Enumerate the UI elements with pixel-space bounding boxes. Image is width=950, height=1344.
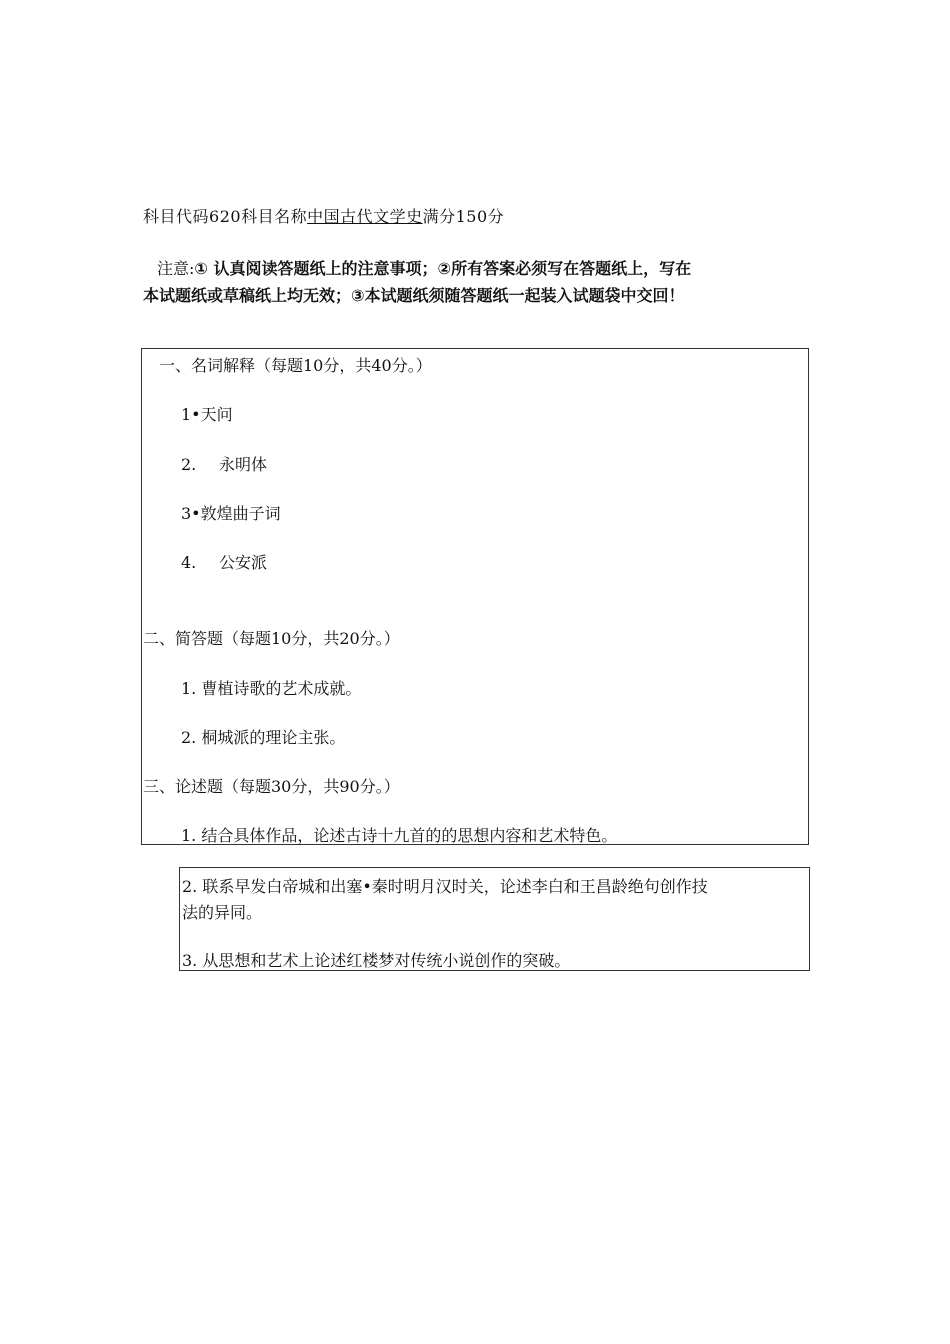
full-score-unit: 分 — [487, 207, 505, 226]
notice-line-2: 本试题纸或草稿纸上均无效；③本试题纸须随答题纸一起装入试题袋中交回！ — [143, 286, 685, 305]
question-item: 3. 从思想和艺术上论述红楼梦对传统小说创作的突破。 — [182, 951, 571, 970]
full-score-label: 满分 — [422, 207, 456, 226]
question-item — [181, 402, 233, 425]
subject-header — [143, 204, 504, 227]
question-text: 敦煌曲子词 — [200, 504, 281, 523]
section-heading: 二、简答题（每题10分，共20分。） — [143, 629, 400, 648]
questions-box — [141, 348, 809, 845]
section-heading: 一、名词解释（每题10分，共40分。） — [159, 356, 432, 375]
question-item-line-2: 法的异同。 — [182, 903, 263, 922]
subject-code-label: 科目代码 — [143, 207, 210, 226]
question-item: 2. 桐城派的理论主张。 — [181, 728, 346, 747]
notice-lead: 注意: — [157, 259, 195, 278]
exam-notice — [143, 255, 811, 309]
question-number: 4. — [181, 553, 197, 572]
question-item — [181, 550, 267, 573]
question-text: 永明体 — [219, 455, 268, 474]
question-item: 1. 结合具体作品，论述古诗十九首的的思想内容和艺术特色。 — [181, 826, 618, 845]
question-item: 1. 曹植诗歌的艺术成就。 — [181, 679, 362, 698]
question-item — [181, 452, 267, 475]
question-number: 3• — [181, 504, 201, 523]
notice-line-1: ① 认真阅读答题纸上的注意事项；②所有答案必须写在答题纸上，写在 — [194, 259, 692, 278]
question-item — [181, 501, 281, 524]
question-number: 2. — [181, 455, 197, 474]
question-number: 1• — [181, 405, 201, 424]
section-heading: 三、论述题（每题30分，共90分。） — [143, 777, 400, 796]
subject-name: 中国古代文学史 — [307, 207, 423, 226]
subject-name-label: 科目名称 — [241, 207, 308, 226]
question-item-line-1: 2. 联系早发白帝城和出塞•秦时明月汉时关，论述李白和王昌龄绝句创作技 — [182, 877, 708, 896]
subject-code: 620 — [209, 207, 242, 226]
question-text: 公安派 — [219, 553, 268, 572]
question-text: 天问 — [200, 405, 233, 424]
full-score: 150 — [455, 207, 488, 226]
